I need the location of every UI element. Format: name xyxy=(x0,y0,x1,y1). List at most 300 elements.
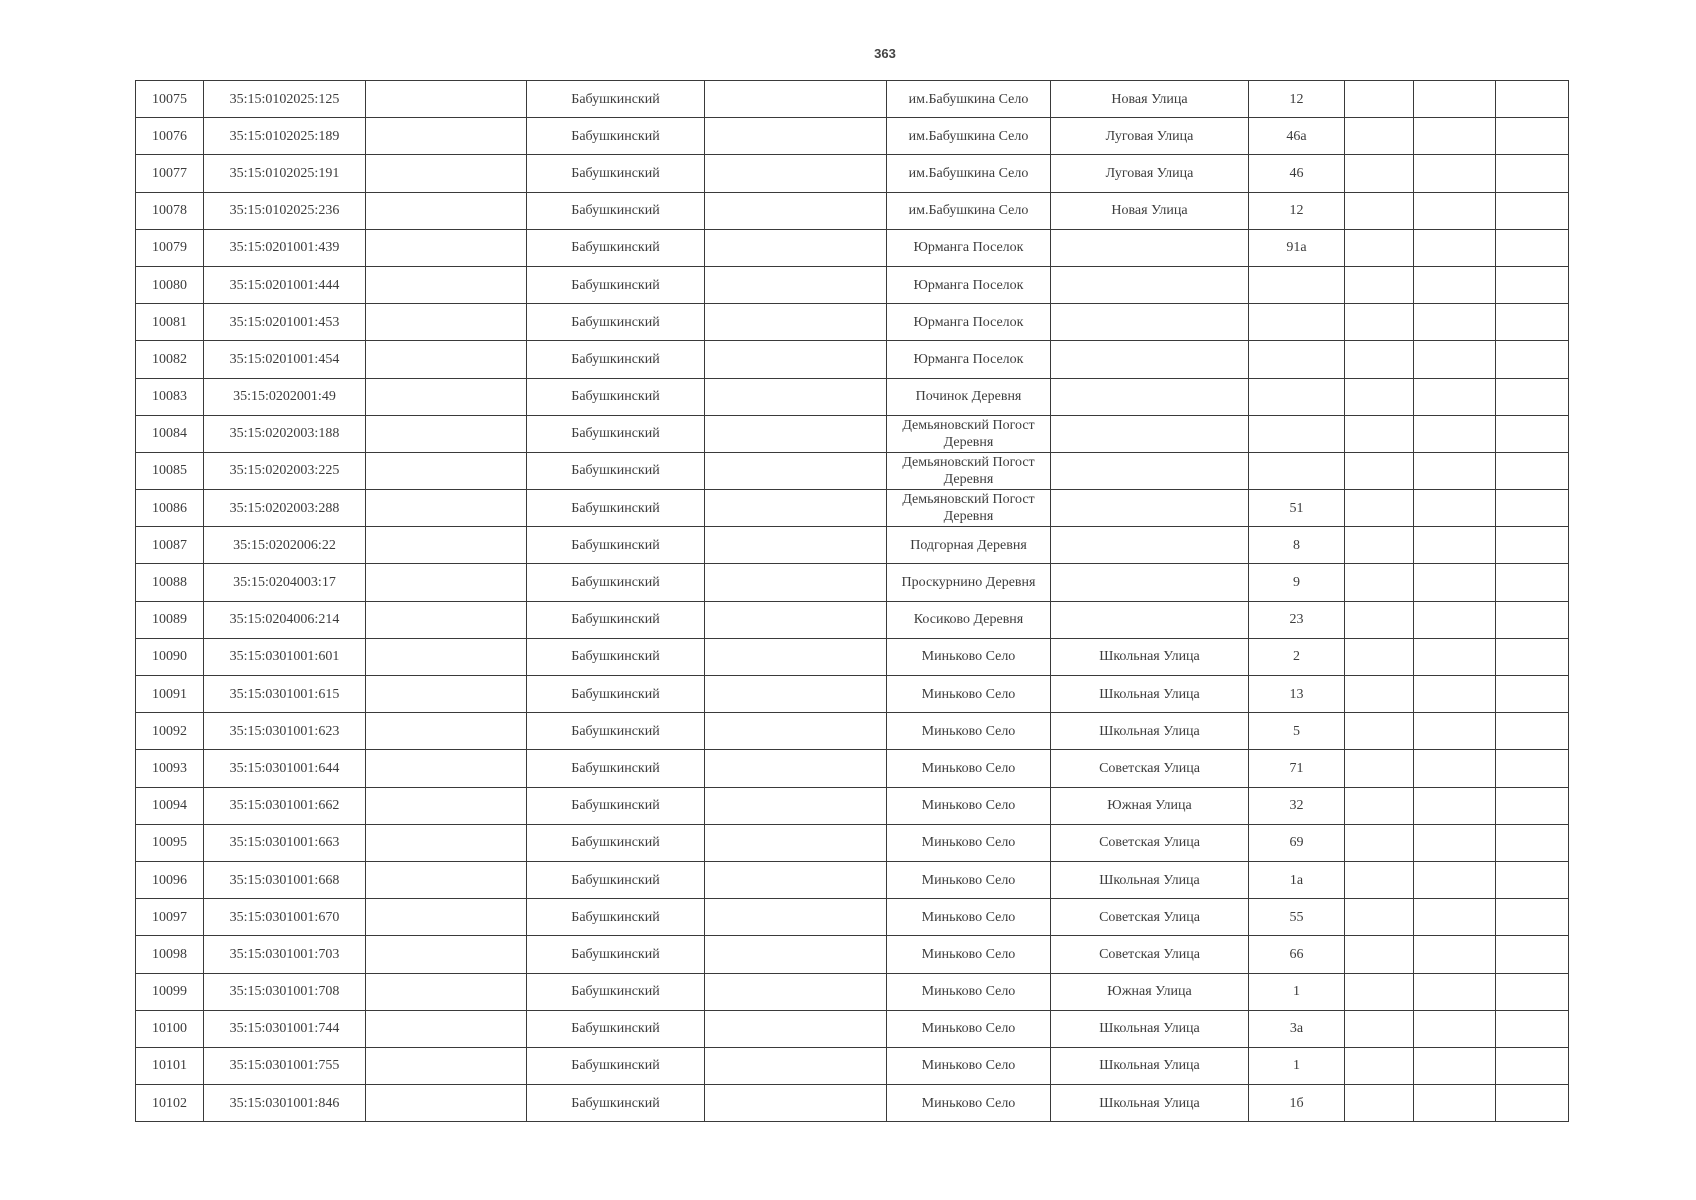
empty-cell xyxy=(1496,899,1569,936)
empty-cell xyxy=(366,229,527,266)
district-cell: Бабушкинский xyxy=(527,378,705,415)
house-number-cell: 1б xyxy=(1249,1085,1345,1122)
district-cell: Бабушкинский xyxy=(527,824,705,861)
cadastral-number-cell: 35:15:0301001:601 xyxy=(204,638,366,675)
locality-cell: Миньково Село xyxy=(887,750,1051,787)
empty-cell xyxy=(366,1010,527,1047)
locality-cell: Юрманга Поселок xyxy=(887,266,1051,303)
house-number-cell: 12 xyxy=(1249,192,1345,229)
empty-cell xyxy=(366,118,527,155)
table-row xyxy=(136,676,1569,713)
district-cell: Бабушкинский xyxy=(527,564,705,601)
empty-cell xyxy=(1496,304,1569,341)
empty-cell xyxy=(1345,378,1414,415)
empty-cell xyxy=(1496,81,1569,118)
cadastral-number-cell: 35:15:0301001:668 xyxy=(204,861,366,898)
empty-cell xyxy=(1414,81,1496,118)
empty-cell xyxy=(1496,490,1569,527)
house-number-cell: 1 xyxy=(1249,1047,1345,1084)
empty-cell xyxy=(705,415,887,452)
empty-cell xyxy=(1496,1010,1569,1047)
cadastral-number-cell: 35:15:0301001:663 xyxy=(204,824,366,861)
empty-cell xyxy=(705,490,887,527)
empty-cell xyxy=(1496,266,1569,303)
empty-cell xyxy=(705,229,887,266)
street-cell xyxy=(1051,229,1249,266)
empty-cell xyxy=(1496,787,1569,824)
table-row xyxy=(136,527,1569,564)
property-registry-table xyxy=(135,80,1569,1122)
street-cell: Южная Улица xyxy=(1051,973,1249,1010)
empty-cell xyxy=(366,601,527,638)
cadastral-number-cell: 35:15:0201001:454 xyxy=(204,341,366,378)
empty-cell xyxy=(1414,415,1496,452)
street-cell xyxy=(1051,601,1249,638)
empty-cell xyxy=(705,192,887,229)
empty-cell xyxy=(1345,787,1414,824)
empty-cell xyxy=(366,192,527,229)
record-number-cell: 10089 xyxy=(136,601,204,638)
street-cell: Южная Улица xyxy=(1051,787,1249,824)
empty-cell xyxy=(1345,824,1414,861)
empty-cell xyxy=(1496,192,1569,229)
house-number-cell: 91а xyxy=(1249,229,1345,266)
empty-cell xyxy=(705,378,887,415)
locality-cell: Юрманга Поселок xyxy=(887,229,1051,266)
empty-cell xyxy=(705,899,887,936)
locality-cell: Миньково Село xyxy=(887,638,1051,675)
empty-cell xyxy=(1414,378,1496,415)
street-cell xyxy=(1051,564,1249,601)
empty-cell xyxy=(705,1085,887,1122)
locality-cell: Проскурнино Деревня xyxy=(887,564,1051,601)
page-number: 363 xyxy=(874,46,896,61)
empty-cell xyxy=(1496,1085,1569,1122)
empty-cell xyxy=(366,415,527,452)
empty-cell xyxy=(1414,824,1496,861)
empty-cell xyxy=(1345,118,1414,155)
locality-cell: Миньково Село xyxy=(887,824,1051,861)
empty-cell xyxy=(1414,155,1496,192)
record-number-cell: 10092 xyxy=(136,713,204,750)
street-cell xyxy=(1051,490,1249,527)
street-cell: Школьная Улица xyxy=(1051,638,1249,675)
empty-cell xyxy=(366,638,527,675)
empty-cell xyxy=(1496,155,1569,192)
record-number-cell: 10083 xyxy=(136,378,204,415)
record-number-cell: 10095 xyxy=(136,824,204,861)
record-number-cell: 10080 xyxy=(136,266,204,303)
empty-cell xyxy=(1345,452,1414,489)
house-number-cell: 69 xyxy=(1249,824,1345,861)
empty-cell xyxy=(1345,638,1414,675)
street-cell: Школьная Улица xyxy=(1051,1085,1249,1122)
street-cell xyxy=(1051,415,1249,452)
house-number-cell: 23 xyxy=(1249,601,1345,638)
cadastral-number-cell: 35:15:0301001:615 xyxy=(204,676,366,713)
cadastral-number-cell: 35:15:0204003:17 xyxy=(204,564,366,601)
house-number-cell xyxy=(1249,415,1345,452)
record-number-cell: 10076 xyxy=(136,118,204,155)
table-row xyxy=(136,415,1569,452)
empty-cell xyxy=(366,564,527,601)
empty-cell xyxy=(705,1010,887,1047)
table-row xyxy=(136,118,1569,155)
locality-cell: Косиково Деревня xyxy=(887,601,1051,638)
locality-cell: им.Бабушкина Село xyxy=(887,192,1051,229)
empty-cell xyxy=(1345,1010,1414,1047)
house-number-cell: 46а xyxy=(1249,118,1345,155)
record-number-cell: 10091 xyxy=(136,676,204,713)
house-number-cell: 1 xyxy=(1249,973,1345,1010)
empty-cell xyxy=(705,601,887,638)
street-cell: Школьная Улица xyxy=(1051,676,1249,713)
district-cell: Бабушкинский xyxy=(527,192,705,229)
empty-cell xyxy=(705,118,887,155)
empty-cell xyxy=(1345,899,1414,936)
locality-cell: Демьяновский Погост Деревня xyxy=(887,415,1051,452)
record-number-cell: 10094 xyxy=(136,787,204,824)
empty-cell xyxy=(1496,861,1569,898)
empty-cell xyxy=(1414,936,1496,973)
empty-cell xyxy=(1345,1047,1414,1084)
locality-cell: Миньково Село xyxy=(887,1047,1051,1084)
table-row xyxy=(136,490,1569,527)
empty-cell xyxy=(1496,229,1569,266)
empty-cell xyxy=(366,787,527,824)
empty-cell xyxy=(1414,304,1496,341)
empty-cell xyxy=(1496,564,1569,601)
house-number-cell: 13 xyxy=(1249,676,1345,713)
empty-cell xyxy=(1414,341,1496,378)
street-cell xyxy=(1051,378,1249,415)
empty-cell xyxy=(1414,564,1496,601)
empty-cell xyxy=(366,266,527,303)
record-number-cell: 10075 xyxy=(136,81,204,118)
house-number-cell xyxy=(1249,266,1345,303)
record-number-cell: 10102 xyxy=(136,1085,204,1122)
empty-cell xyxy=(1496,118,1569,155)
empty-cell xyxy=(1345,341,1414,378)
cadastral-number-cell: 35:15:0201001:439 xyxy=(204,229,366,266)
record-number-cell: 10097 xyxy=(136,899,204,936)
empty-cell xyxy=(1414,787,1496,824)
table-row xyxy=(136,229,1569,266)
table-row xyxy=(136,973,1569,1010)
table-row xyxy=(136,155,1569,192)
empty-cell xyxy=(1345,490,1414,527)
empty-cell xyxy=(1414,452,1496,489)
empty-cell xyxy=(705,341,887,378)
district-cell: Бабушкинский xyxy=(527,155,705,192)
empty-cell xyxy=(1345,415,1414,452)
empty-cell xyxy=(366,973,527,1010)
locality-cell: Юрманга Поселок xyxy=(887,304,1051,341)
empty-cell xyxy=(1414,229,1496,266)
empty-cell xyxy=(1345,229,1414,266)
cadastral-number-cell: 35:15:0301001:670 xyxy=(204,899,366,936)
empty-cell xyxy=(705,1047,887,1084)
cadastral-number-cell: 35:15:0102025:236 xyxy=(204,192,366,229)
district-cell: Бабушкинский xyxy=(527,936,705,973)
locality-cell: им.Бабушкина Село xyxy=(887,81,1051,118)
locality-cell: Миньково Село xyxy=(887,973,1051,1010)
table-row xyxy=(136,787,1569,824)
empty-cell xyxy=(1496,415,1569,452)
house-number-cell: 1а xyxy=(1249,861,1345,898)
table-row xyxy=(136,81,1569,118)
empty-cell xyxy=(1345,973,1414,1010)
registry-table-body xyxy=(136,81,1569,1122)
record-number-cell: 10087 xyxy=(136,527,204,564)
empty-cell xyxy=(1414,713,1496,750)
street-cell: Школьная Улица xyxy=(1051,861,1249,898)
house-number-cell: 46 xyxy=(1249,155,1345,192)
street-cell: Советская Улица xyxy=(1051,750,1249,787)
record-number-cell: 10088 xyxy=(136,564,204,601)
empty-cell xyxy=(705,527,887,564)
locality-cell: Подгорная Деревня xyxy=(887,527,1051,564)
empty-cell xyxy=(366,341,527,378)
record-number-cell: 10099 xyxy=(136,973,204,1010)
empty-cell xyxy=(1414,973,1496,1010)
house-number-cell xyxy=(1249,452,1345,489)
cadastral-number-cell: 35:15:0301001:644 xyxy=(204,750,366,787)
record-number-cell: 10085 xyxy=(136,452,204,489)
cadastral-number-cell: 35:15:0301001:744 xyxy=(204,1010,366,1047)
empty-cell xyxy=(1345,936,1414,973)
empty-cell xyxy=(705,155,887,192)
cadastral-number-cell: 35:15:0301001:703 xyxy=(204,936,366,973)
empty-cell xyxy=(1496,936,1569,973)
district-cell: Бабушкинский xyxy=(527,1047,705,1084)
locality-cell: Миньково Село xyxy=(887,899,1051,936)
cadastral-number-cell: 35:15:0102025:191 xyxy=(204,155,366,192)
empty-cell xyxy=(1496,638,1569,675)
empty-cell xyxy=(1345,527,1414,564)
locality-cell: Миньково Село xyxy=(887,1010,1051,1047)
empty-cell xyxy=(366,713,527,750)
locality-cell: Миньково Село xyxy=(887,861,1051,898)
cadastral-number-cell: 35:15:0204006:214 xyxy=(204,601,366,638)
empty-cell xyxy=(1496,713,1569,750)
locality-cell: им.Бабушкина Село xyxy=(887,155,1051,192)
house-number-cell: 12 xyxy=(1249,81,1345,118)
empty-cell xyxy=(366,1047,527,1084)
house-number-cell: 5 xyxy=(1249,713,1345,750)
cadastral-number-cell: 35:15:0301001:708 xyxy=(204,973,366,1010)
empty-cell xyxy=(1345,1085,1414,1122)
empty-cell xyxy=(705,676,887,713)
empty-cell xyxy=(1414,601,1496,638)
empty-cell xyxy=(1414,861,1496,898)
record-number-cell: 10101 xyxy=(136,1047,204,1084)
street-cell: Новая Улица xyxy=(1051,81,1249,118)
empty-cell xyxy=(705,787,887,824)
table-row xyxy=(136,861,1569,898)
empty-cell xyxy=(705,638,887,675)
empty-cell xyxy=(1414,638,1496,675)
cadastral-number-cell: 35:15:0102025:125 xyxy=(204,81,366,118)
cadastral-number-cell: 35:15:0301001:846 xyxy=(204,1085,366,1122)
table-row xyxy=(136,452,1569,489)
empty-cell xyxy=(1414,676,1496,713)
table-row xyxy=(136,1085,1569,1122)
district-cell: Бабушкинский xyxy=(527,787,705,824)
empty-cell xyxy=(366,1085,527,1122)
district-cell: Бабушкинский xyxy=(527,490,705,527)
street-cell: Школьная Улица xyxy=(1051,713,1249,750)
district-cell: Бабушкинский xyxy=(527,973,705,1010)
district-cell: Бабушкинский xyxy=(527,81,705,118)
empty-cell xyxy=(1345,304,1414,341)
table-row xyxy=(136,341,1569,378)
house-number-cell xyxy=(1249,378,1345,415)
empty-cell xyxy=(366,304,527,341)
cadastral-number-cell: 35:15:0301001:755 xyxy=(204,1047,366,1084)
empty-cell xyxy=(1345,676,1414,713)
locality-cell: Юрманга Поселок xyxy=(887,341,1051,378)
empty-cell xyxy=(1345,601,1414,638)
record-number-cell: 10082 xyxy=(136,341,204,378)
empty-cell xyxy=(366,750,527,787)
empty-cell xyxy=(366,676,527,713)
house-number-cell: 71 xyxy=(1249,750,1345,787)
empty-cell xyxy=(1414,750,1496,787)
locality-cell: Миньково Село xyxy=(887,936,1051,973)
empty-cell xyxy=(705,713,887,750)
empty-cell xyxy=(366,527,527,564)
empty-cell xyxy=(1345,192,1414,229)
record-number-cell: 10084 xyxy=(136,415,204,452)
district-cell: Бабушкинский xyxy=(527,415,705,452)
empty-cell xyxy=(366,490,527,527)
house-number-cell: 55 xyxy=(1249,899,1345,936)
empty-cell xyxy=(705,564,887,601)
record-number-cell: 10100 xyxy=(136,1010,204,1047)
cadastral-number-cell: 35:15:0301001:662 xyxy=(204,787,366,824)
empty-cell xyxy=(705,266,887,303)
locality-cell: Миньково Село xyxy=(887,676,1051,713)
empty-cell xyxy=(1345,861,1414,898)
record-number-cell: 10086 xyxy=(136,490,204,527)
table-row xyxy=(136,936,1569,973)
record-number-cell: 10079 xyxy=(136,229,204,266)
empty-cell xyxy=(1496,341,1569,378)
empty-cell xyxy=(1345,564,1414,601)
district-cell: Бабушкинский xyxy=(527,304,705,341)
table-row xyxy=(136,192,1569,229)
cadastral-number-cell: 35:15:0202003:225 xyxy=(204,452,366,489)
empty-cell xyxy=(1345,713,1414,750)
empty-cell xyxy=(705,750,887,787)
empty-cell xyxy=(1414,1047,1496,1084)
table-row xyxy=(136,638,1569,675)
house-number-cell: 66 xyxy=(1249,936,1345,973)
table-row xyxy=(136,1047,1569,1084)
street-cell: Советская Улица xyxy=(1051,899,1249,936)
empty-cell xyxy=(1496,1047,1569,1084)
table-row xyxy=(136,564,1569,601)
locality-cell: Демьяновский Погост Деревня xyxy=(887,490,1051,527)
house-number-cell xyxy=(1249,341,1345,378)
empty-cell xyxy=(1345,81,1414,118)
empty-cell xyxy=(705,304,887,341)
cadastral-number-cell: 35:15:0202006:22 xyxy=(204,527,366,564)
record-number-cell: 10093 xyxy=(136,750,204,787)
street-cell: Школьная Улица xyxy=(1051,1047,1249,1084)
empty-cell xyxy=(1496,527,1569,564)
street-cell xyxy=(1051,266,1249,303)
locality-cell: Починок Деревня xyxy=(887,378,1051,415)
street-cell: Новая Улица xyxy=(1051,192,1249,229)
district-cell: Бабушкинский xyxy=(527,1010,705,1047)
table-row xyxy=(136,750,1569,787)
district-cell: Бабушкинский xyxy=(527,601,705,638)
district-cell: Бабушкинский xyxy=(527,452,705,489)
empty-cell xyxy=(1414,490,1496,527)
empty-cell xyxy=(705,973,887,1010)
empty-cell xyxy=(1345,155,1414,192)
house-number-cell: 8 xyxy=(1249,527,1345,564)
table-row xyxy=(136,378,1569,415)
empty-cell xyxy=(366,155,527,192)
street-cell: Луговая Улица xyxy=(1051,155,1249,192)
locality-cell: им.Бабушкина Село xyxy=(887,118,1051,155)
record-number-cell: 10096 xyxy=(136,861,204,898)
district-cell: Бабушкинский xyxy=(527,527,705,564)
street-cell: Советская Улица xyxy=(1051,824,1249,861)
locality-cell: Миньково Село xyxy=(887,787,1051,824)
district-cell: Бабушкинский xyxy=(527,750,705,787)
empty-cell xyxy=(1414,118,1496,155)
table-row xyxy=(136,824,1569,861)
table-row xyxy=(136,304,1569,341)
table-row xyxy=(136,899,1569,936)
locality-cell: Миньково Село xyxy=(887,713,1051,750)
cadastral-number-cell: 35:15:0301001:623 xyxy=(204,713,366,750)
empty-cell xyxy=(1345,266,1414,303)
empty-cell xyxy=(705,861,887,898)
empty-cell xyxy=(1414,266,1496,303)
record-number-cell: 10098 xyxy=(136,936,204,973)
district-cell: Бабушкинский xyxy=(527,638,705,675)
street-cell xyxy=(1051,341,1249,378)
district-cell: Бабушкинский xyxy=(527,676,705,713)
record-number-cell: 10078 xyxy=(136,192,204,229)
empty-cell xyxy=(1414,527,1496,564)
empty-cell xyxy=(705,452,887,489)
house-number-cell xyxy=(1249,304,1345,341)
empty-cell xyxy=(1345,750,1414,787)
house-number-cell: 9 xyxy=(1249,564,1345,601)
district-cell: Бабушкинский xyxy=(527,118,705,155)
empty-cell xyxy=(1496,750,1569,787)
empty-cell xyxy=(366,452,527,489)
cadastral-number-cell: 35:15:0102025:189 xyxy=(204,118,366,155)
empty-cell xyxy=(1414,192,1496,229)
empty-cell xyxy=(1496,824,1569,861)
cadastral-number-cell: 35:15:0201001:444 xyxy=(204,266,366,303)
record-number-cell: 10090 xyxy=(136,638,204,675)
empty-cell xyxy=(366,824,527,861)
record-number-cell: 10077 xyxy=(136,155,204,192)
empty-cell xyxy=(705,936,887,973)
table-row xyxy=(136,601,1569,638)
cadastral-number-cell: 35:15:0201001:453 xyxy=(204,304,366,341)
house-number-cell: 51 xyxy=(1249,490,1345,527)
cadastral-number-cell: 35:15:0202003:288 xyxy=(204,490,366,527)
